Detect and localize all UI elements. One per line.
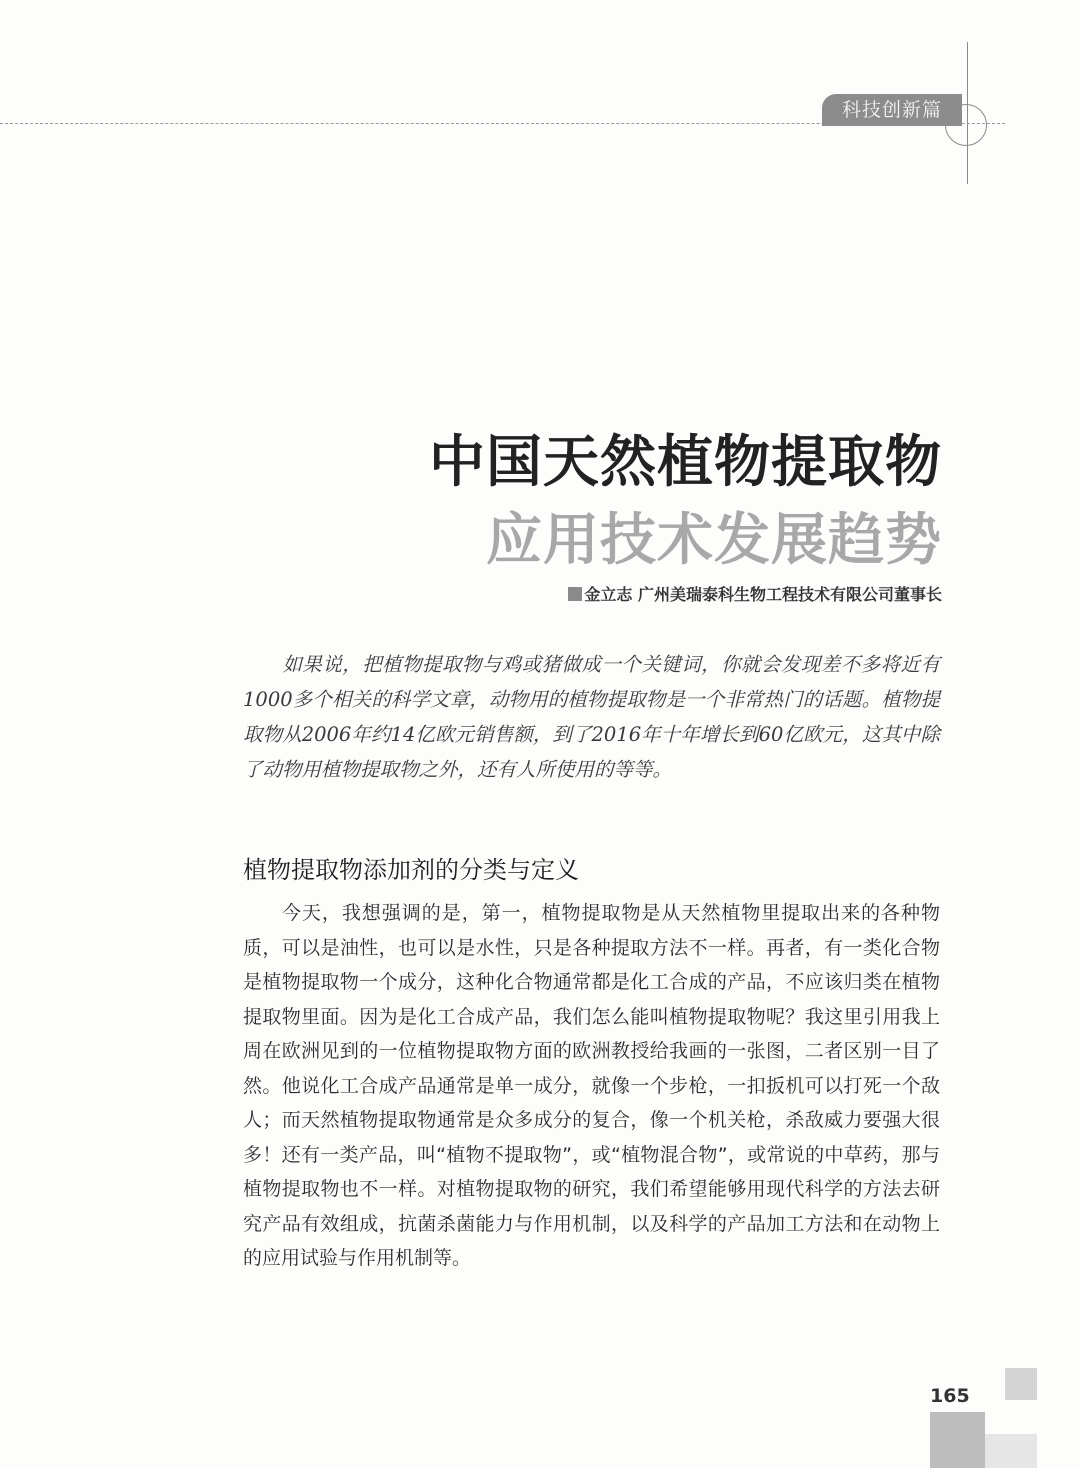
article-title-line-2: 应用技术发展趋势 — [486, 507, 942, 573]
byline-square-icon — [568, 587, 582, 601]
corner-block-decoration — [930, 1412, 985, 1468]
page-number: 165 — [930, 1385, 970, 1407]
intro-paragraph — [243, 647, 940, 787]
byline — [568, 582, 942, 605]
corner-block-decoration — [1005, 1368, 1037, 1400]
body-text: 今天，我想强调的是，第一，植物提取物是从天然植物里提取出来的各种物质，可以是油性，也可以是水性，只是各种提取方法不一样。再者，有一类化合物是植物提取物一个成分，这种化合物通常都是化工合成的产品，不应该归类在植物提取物里面。因为是化工合成产品，我们怎么能叫植物提取物呢？我这里引用我上周在欧洲见到的一位植物提取物方面的欧洲教授给我画的一张图，二者区别一目了然。他说化工合成产品通常是单一成分，就像一个步枪，一扣扳机可以打死一个敌人；而天然植物提取物通常是众多成分的复合，像一个机关枪，杀敌威力要强大很多！还有一类产品，叫“植物不提取物”，或“植物混合物”，或常说的中草药，那与植物提取物也不一样。对植物提取物的研究，我们希望能够用现代科学的方法去研究产品有效组成，抗菌杀菌能力与作用机制，以及科学的产品加工方法和在动物上的应用试验与作用机制等。 — [243, 902, 940, 1269]
section-heading: 植物提取物添加剂的分类与定义 — [243, 856, 579, 884]
article-title-line-1: 中国天然植物提取物 — [429, 429, 942, 495]
section-tag: 科技创新篇 — [822, 94, 962, 126]
corner-block-decoration — [985, 1434, 1037, 1468]
author-affiliation: 广州美瑞泰科生物工程技术有限公司董事长 — [637, 585, 942, 604]
intro-text: 如果说，把植物提取物与鸡或猪做成一个关键词，你就会发现差不多将近有1000多个相关的科学文章，动物用的植物提取物是一个非常热门的话题。植物提取物从2006年约14亿欧元销售额，到了2016年十年增长到60亿欧元，这其中除了动物用植物提取物之外，还有人所使用的等等。 — [243, 653, 940, 781]
body-paragraph — [243, 896, 940, 1276]
author-name: 金立志 — [584, 585, 633, 604]
